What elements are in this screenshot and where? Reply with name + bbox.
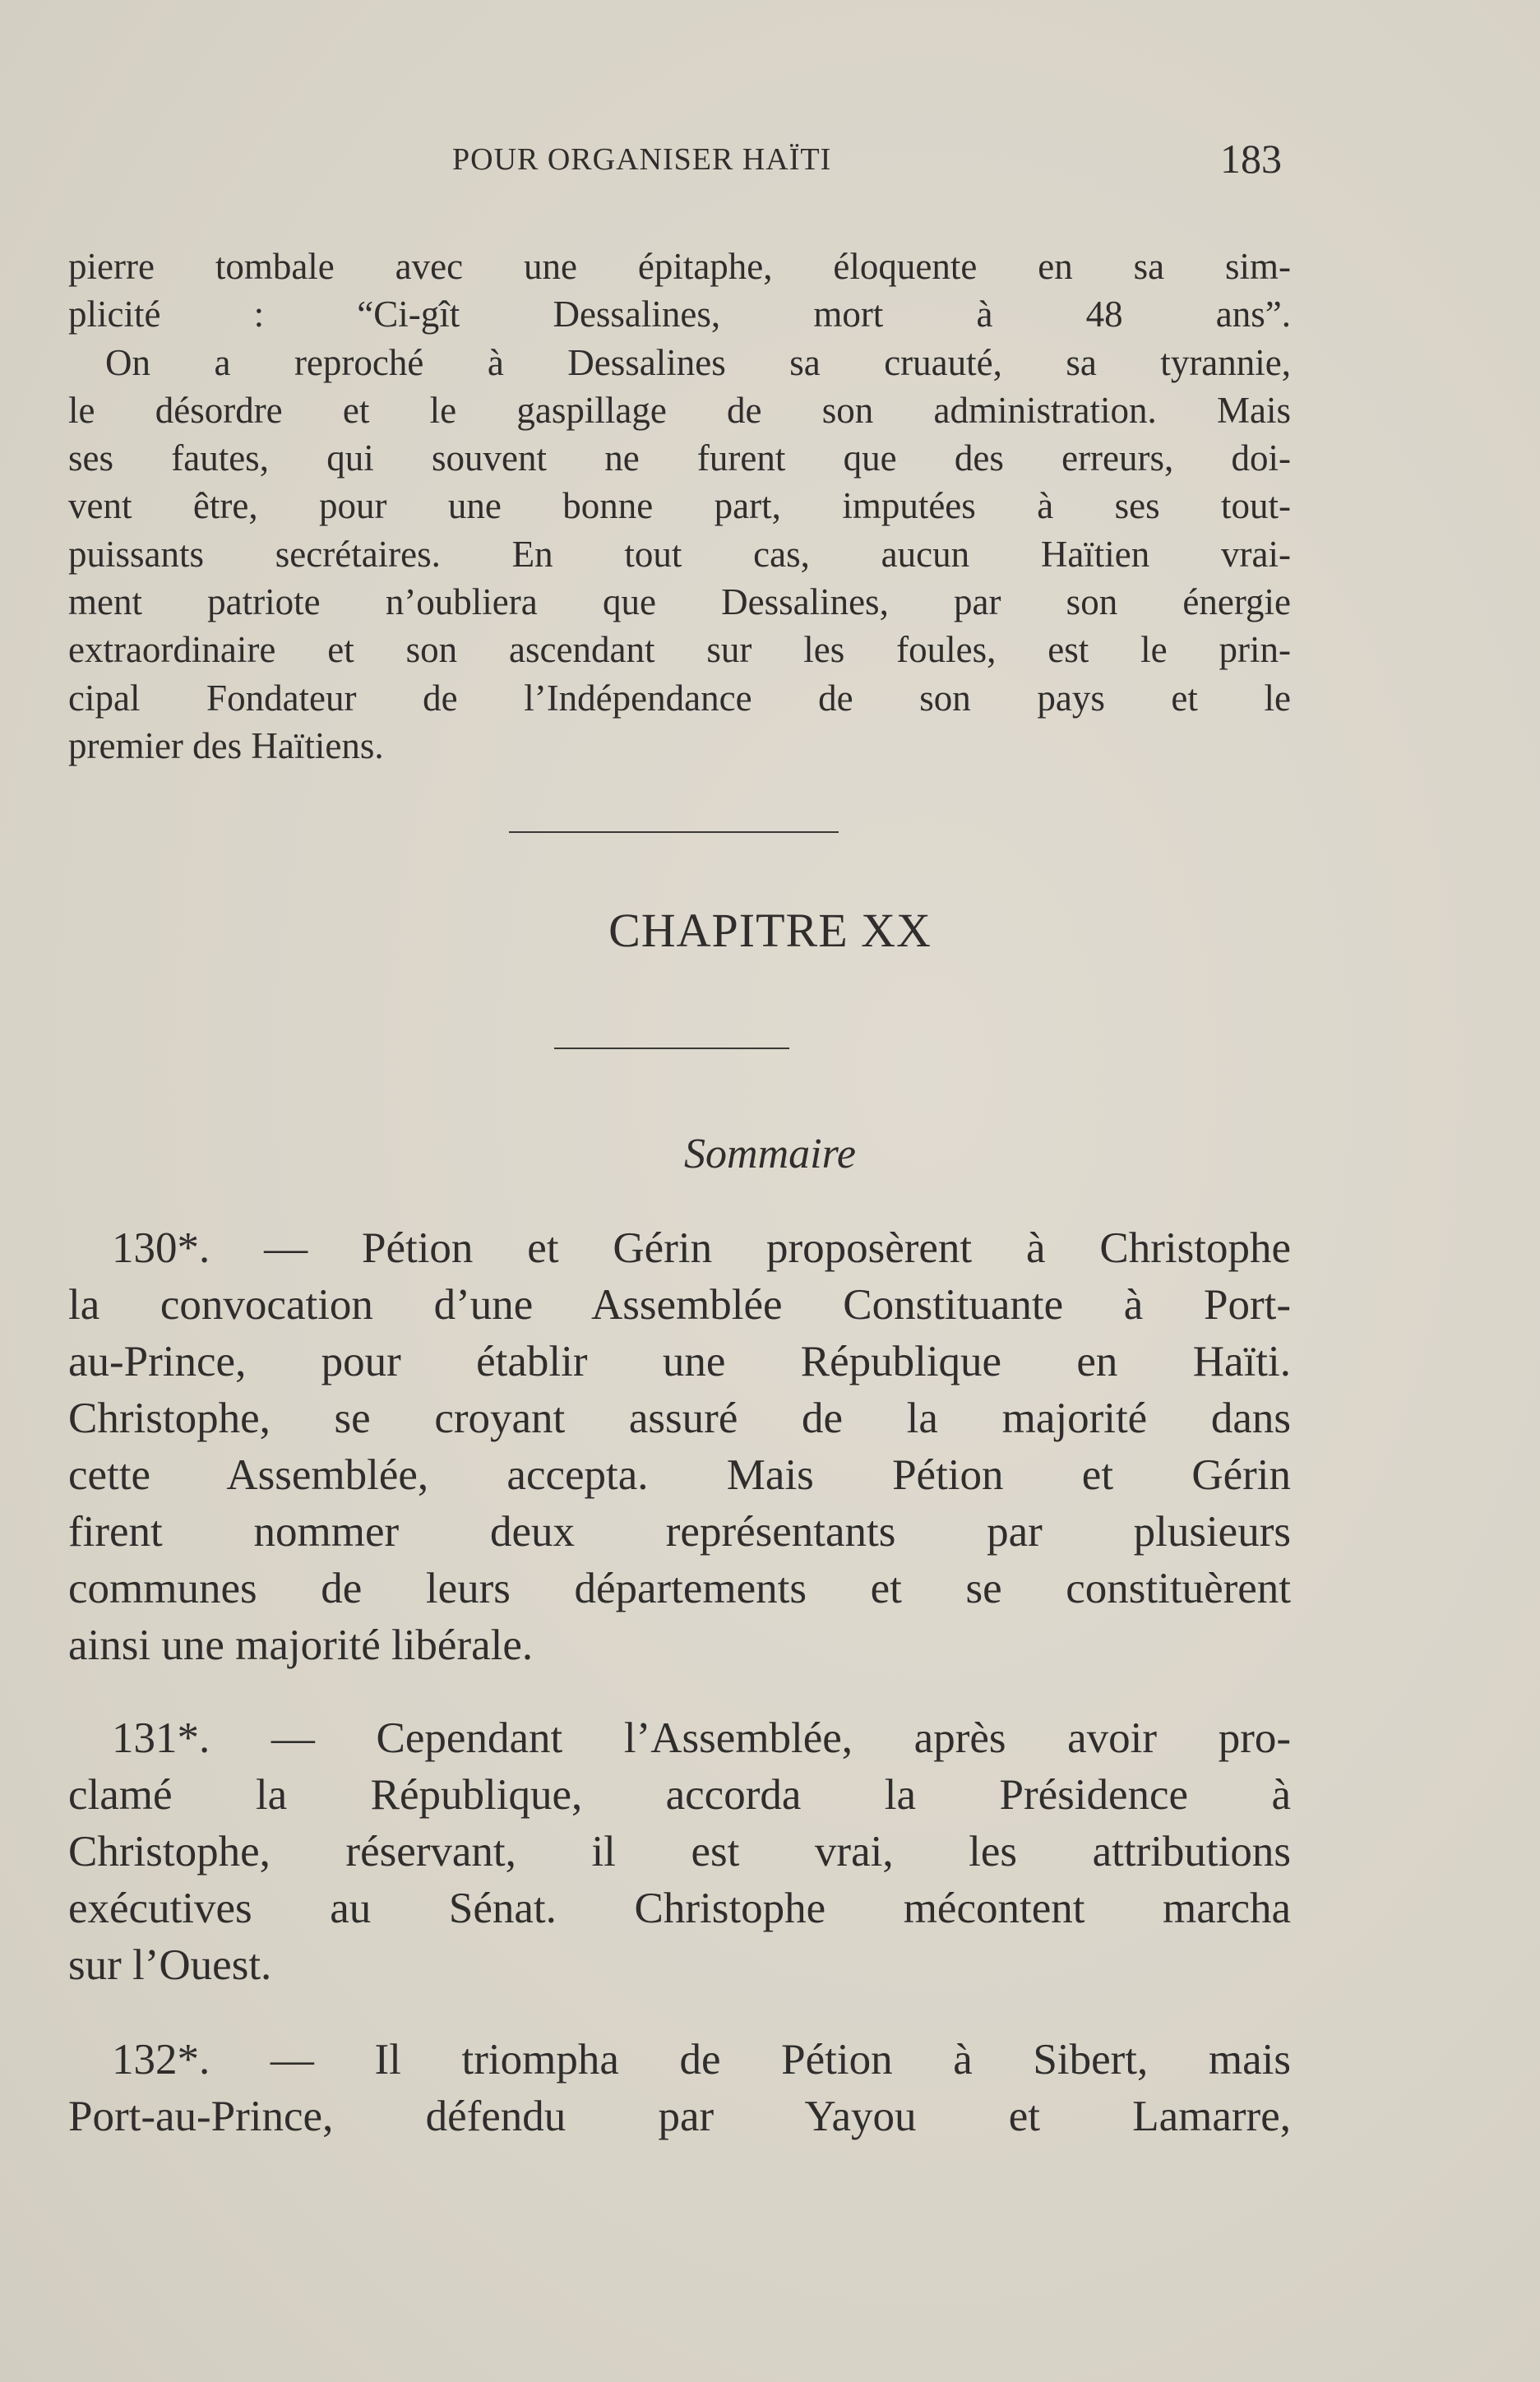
- section-131: [68, 1710, 1291, 1994]
- divider-rule-bottom: [554, 1048, 789, 1049]
- text-line: 131*. — Cependant l’Assemblée, après avoir pro-: [68, 1714, 1291, 1762]
- text-line: cette Assemblée, accepta. Mais Pétion et Gérin: [68, 1451, 1291, 1499]
- text-line: Christophe, se croyant assuré de la majorité dans: [68, 1395, 1291, 1442]
- text-line: au-Prince, pour établir une République en Haïti.: [68, 1338, 1291, 1385]
- text-line: extraordinaire et son ascendant sur les foules, est le prin-: [68, 629, 1291, 671]
- text-line: cipal Fondateur de l’Indépendance de son pays et le: [68, 677, 1291, 719]
- text-line: firent nommer deux représentants par plusieurs: [68, 1508, 1291, 1556]
- section-130: [68, 1220, 1291, 1674]
- text-line: pierre tombale avec une épitaphe, éloquente en sa sim-: [68, 246, 1291, 287]
- text-line: exécutives au Sénat. Christophe mécontent marcha: [68, 1885, 1291, 1932]
- text-line: ment patriote n’oubliera que Dessalines, par son énergie: [68, 581, 1291, 623]
- running-title: POUR ORGANISER HAÏTI: [452, 142, 832, 177]
- chapter-title: CHAPITRE XX: [608, 904, 932, 957]
- text-line: la convocation d’une Assemblée Constituante à Port-: [68, 1281, 1291, 1329]
- text-line: clamé la République, accorda la Présidence à: [68, 1771, 1291, 1819]
- text-line: puissants secrétaires. En tout cas, aucun Haïtien vrai-: [68, 533, 1291, 575]
- text-line: vent être, pour une bonne part, imputées à ses tout-: [68, 485, 1291, 527]
- section-132: [68, 2032, 1291, 2145]
- summary-heading: Sommaire: [684, 1131, 856, 1177]
- text-line: communes de leurs départements et se constituèrent: [68, 1565, 1291, 1612]
- text-line: premier des Haïtiens.: [68, 724, 384, 766]
- page-number: 183: [1220, 136, 1282, 182]
- text-line: sur l’Ouest.: [68, 1941, 272, 1989]
- text-line: ses fautes, qui souvent ne furent que des erreurs, doi-: [68, 437, 1291, 479]
- text-line: ainsi une majorité libérale.: [68, 1621, 534, 1669]
- text-line: On a reproché à Dessalines sa cruauté, sa tyrannie,: [68, 341, 1291, 383]
- text-line: le désordre et le gaspillage de son administration. Mais: [68, 389, 1291, 431]
- text-line: 132*. — Il triompha de Pétion à Sibert, mais: [68, 2036, 1291, 2084]
- text-line: 130*. — Pétion et Gérin proposèrent à Christophe: [68, 1224, 1291, 1272]
- divider-rule-top: [509, 831, 839, 833]
- text-line: plicité : “Ci-gît Dessalines, mort à 48 ans”.: [68, 294, 1291, 335]
- text-line: Christophe, réservant, il est vrai, les attributions: [68, 1828, 1291, 1876]
- text-line: Port-au-Prince, défendu par Yayou et Lamarre,: [68, 2093, 1291, 2140]
- continuation-paragraph: [68, 243, 1291, 770]
